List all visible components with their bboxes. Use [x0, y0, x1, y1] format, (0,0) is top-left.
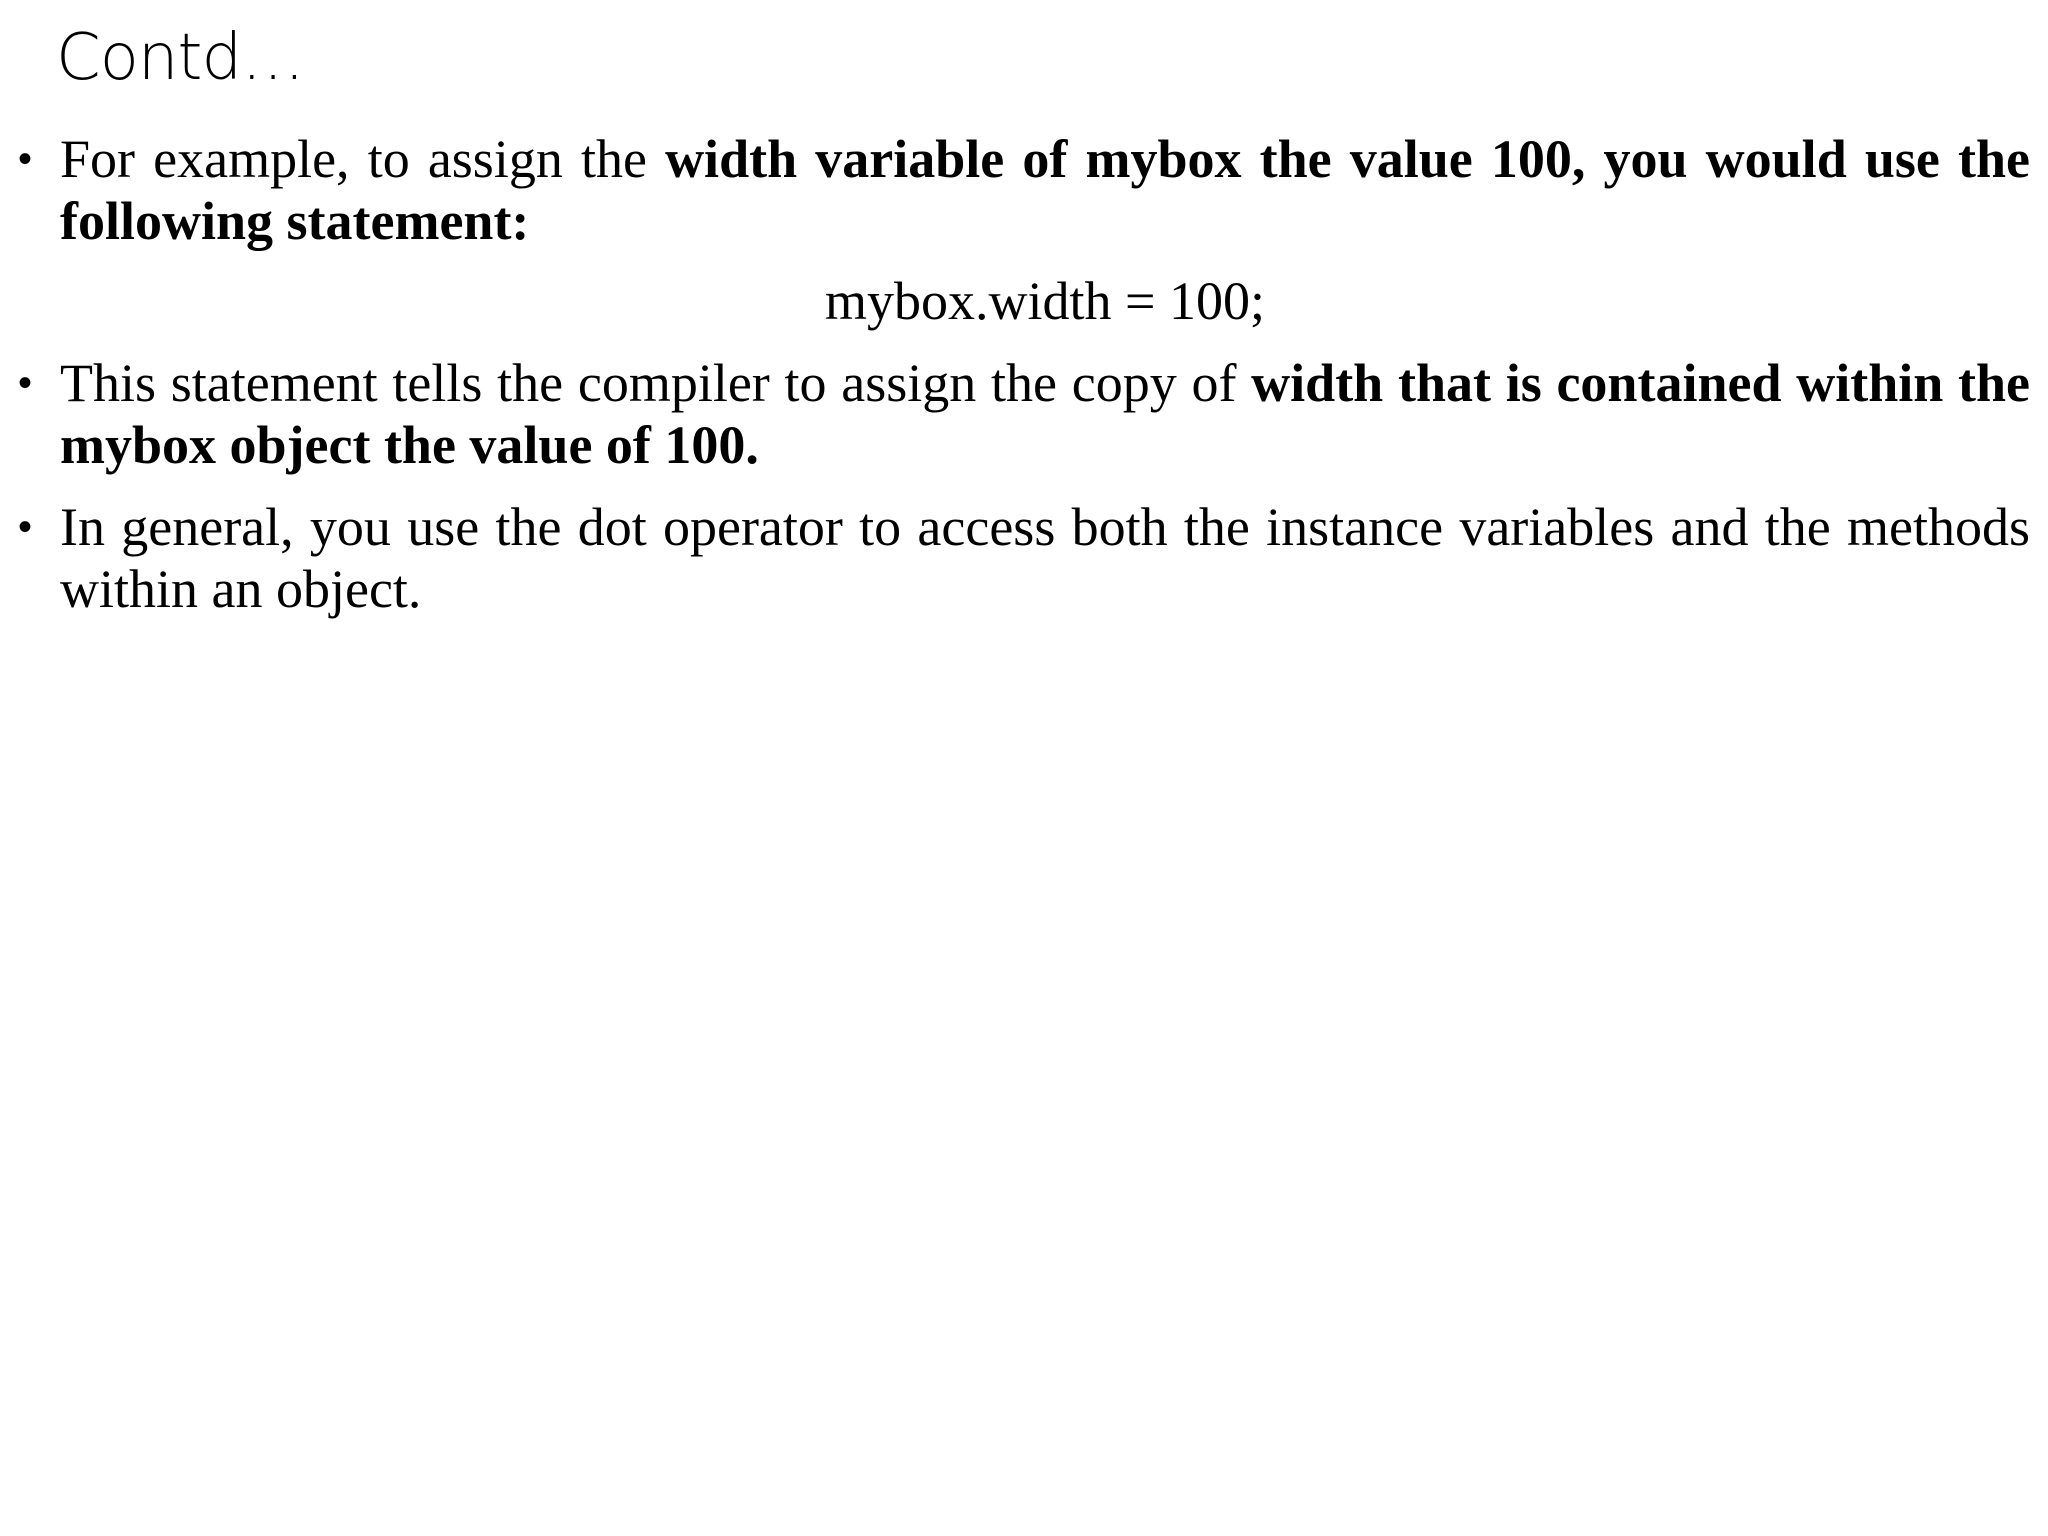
- bullet-3-text: In general, you use the dot operator to access both the instance variables and the methods within an object.: [60, 497, 2030, 619]
- bullet-item-3: [18, 496, 2030, 620]
- bullet-dot-icon: •: [18, 137, 33, 181]
- bullet-1-plain-text: For example, to assign the: [60, 129, 666, 189]
- bullet-2-plain-text: This statement tells the compiler to assign the copy of: [60, 353, 1252, 413]
- slide-body: [18, 128, 2030, 640]
- code-statement: mybox.width = 100;: [825, 271, 1265, 331]
- bullet-1-bold-text: width variable of mybox the value 100, you would use the following statement:: [60, 129, 2030, 251]
- bullet-item-1: [18, 128, 2030, 252]
- slide-title: Contd…: [56, 21, 305, 95]
- bullet-2-bold-text: width that is contained within the mybox object the value of 100.: [60, 353, 2030, 475]
- bullet-dot-icon: •: [18, 361, 33, 405]
- bullet-item-2: [18, 352, 2030, 476]
- bullet-dot-icon: •: [18, 505, 33, 549]
